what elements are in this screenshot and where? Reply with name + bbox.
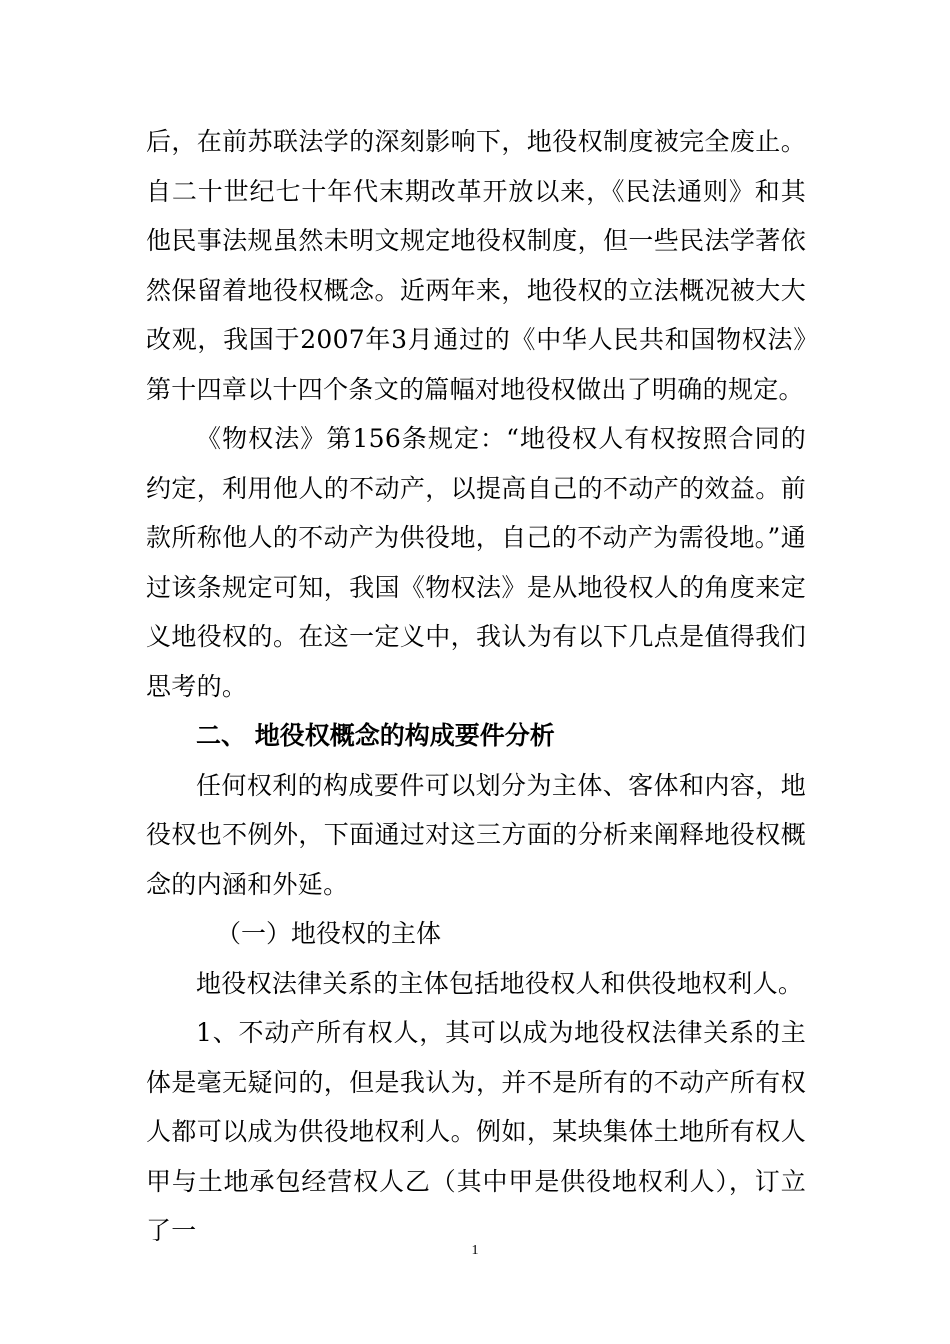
paragraph-owner: 1、不动产所有权人，其可以成为地役权法律关系的主体是毫无疑问的，但是我认为，并不是所有的不动产所有权人都可以成为供役地权利人。例如，某块集体土地所有权人甲与土地承包经营权人乙（其中甲是供役地权利人），订立了一	[146, 1018, 806, 1245]
section-heading-2: 二、 地役权概念的构成要件分析	[196, 721, 555, 750]
subsection-heading-subject: （一）地役权的主体	[216, 919, 442, 948]
paragraph-article-156: 《物权法》第156条规定：“地役权人有权按照合同的约定，利用他人的不动产，以提高自己的不动产的效益。前款所称他人的不动产为供役地，自己的不动产为需役地。”通过该条规定可知，我国《物权法》是从地役权人的角度来定义地役权的。在这一定义中，我认为有以下几点是值得我们思考的。	[146, 424, 806, 701]
paragraph-history: 后，在前苏联法学的深刻影响下，地役权制度被完全废止。自二十世纪七十年代末期改革开放以来，《民法通则》和其他民事法规虽然未明文规定地役权制度，但一些民法学著依然保留着地役权概念。近两年来，地役权的立法概况被大大改观，我国于2007年3月通过的《中华人民共和国物权法》第十四章以十四个条文的篇幅对地役权做出了明确的规定。	[146, 127, 806, 404]
paragraph-elements-intro: 任何权利的构成要件可以划分为主体、客体和内容，地役权也不例外，下面通过对这三方面的分析来阐释地役权概念的内涵和外延。	[146, 770, 806, 899]
document-body	[146, 117, 806, 1256]
paragraph-subjects: 地役权法律关系的主体包括地役权人和供役地权利人。	[196, 968, 804, 998]
page-number: 1	[471, 1243, 479, 1258]
